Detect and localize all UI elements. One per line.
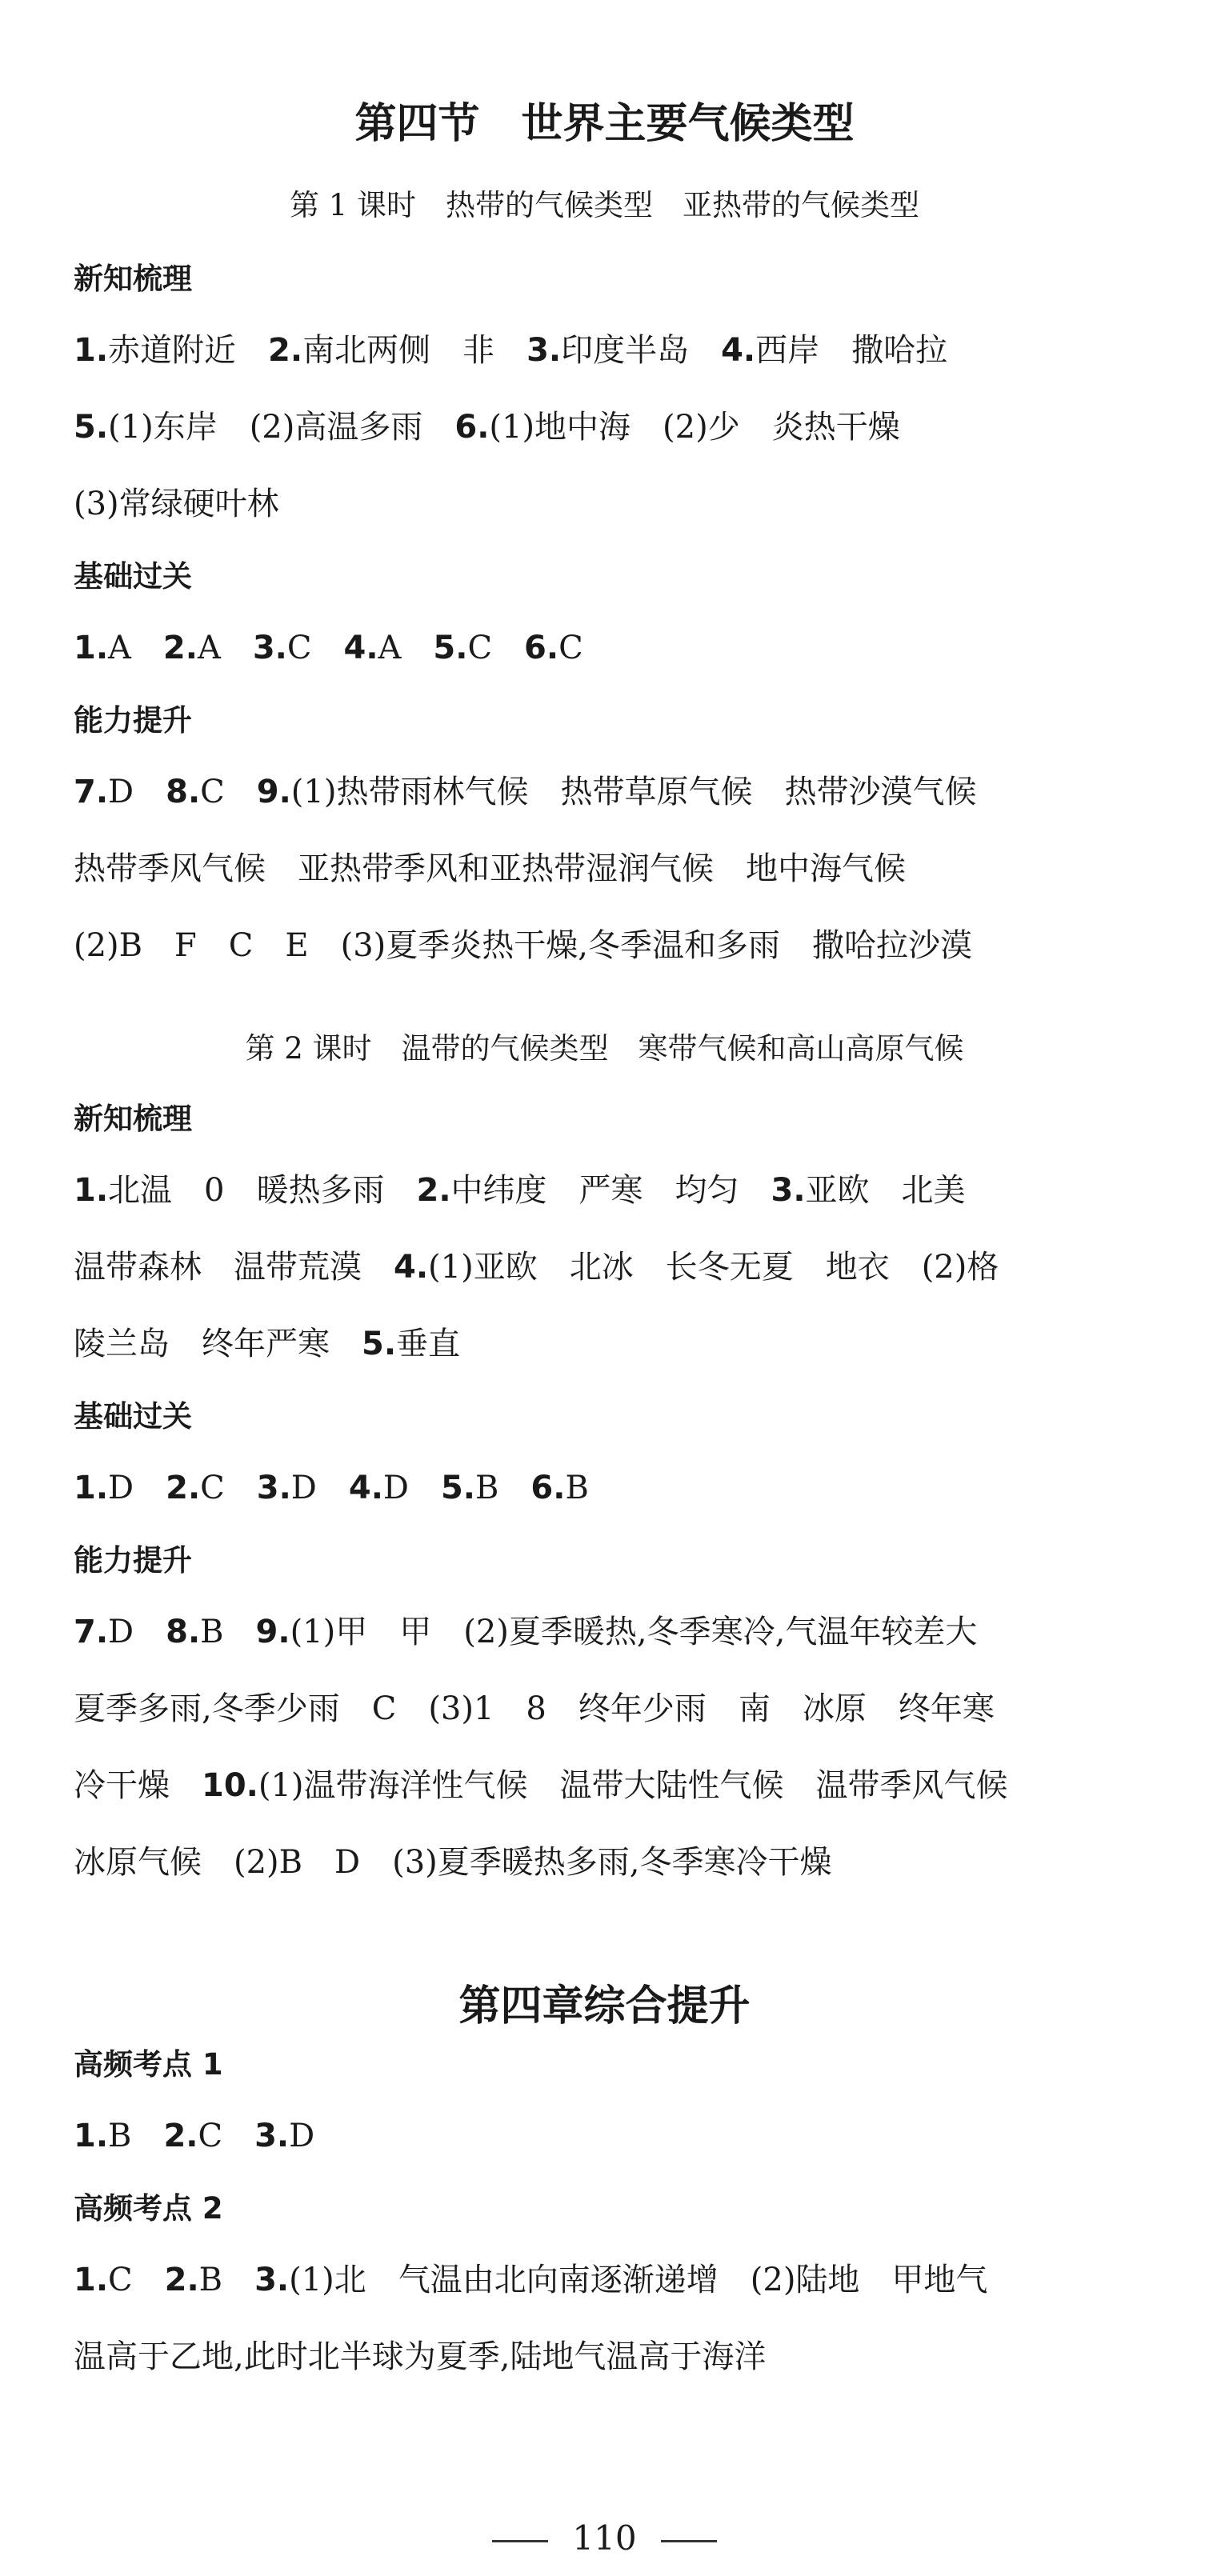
question-number: 8. (166, 1614, 201, 1650)
answer-text: B (198, 2262, 255, 2298)
block-heading: 高频考点 1 (74, 2047, 223, 2082)
question-number: 6. (524, 630, 559, 666)
answer-line (74, 1318, 460, 1364)
answer-text: D (108, 1614, 166, 1650)
answer-text: D (290, 1470, 349, 1506)
answer-line (74, 1683, 995, 1729)
question-number: 2. (268, 332, 303, 369)
answer-text: D (108, 774, 166, 810)
answer-text: 西岸 撒哈拉 (755, 332, 948, 369)
question-number: 2. (164, 2262, 199, 2298)
answer-text: C (198, 2118, 255, 2154)
question-number: 2. (162, 630, 198, 666)
block-heading: 能力提升 (74, 1543, 192, 1578)
question-number: 3. (252, 630, 287, 666)
chapter-review-title: 第四章综合提升 (458, 1982, 751, 2030)
question-number: 4. (721, 332, 756, 369)
answer-text: 陵兰岛 终年严寒 (74, 1326, 362, 1362)
answer-line (74, 1462, 589, 1508)
answer-text: B (200, 1614, 256, 1650)
question-number: 4. (348, 1470, 383, 1506)
answer-text: 印度半岛 (561, 332, 722, 369)
answer-text: B (475, 1470, 531, 1506)
question-number: 1. (74, 630, 109, 666)
answer-line (74, 1760, 1008, 1806)
answer-text: (1)热带雨林气候 热带草原气候 热带沙漠气候 (290, 774, 977, 810)
question-number: 4. (394, 1249, 429, 1286)
answer-line (74, 920, 972, 966)
question-number: 6. (530, 1470, 566, 1506)
dash-left (492, 2540, 548, 2542)
block-heading: 新知梳理 (74, 1102, 192, 1136)
block-heading: 能力提升 (74, 703, 192, 738)
question-number: 9. (255, 1614, 290, 1650)
answer-text: C (108, 2262, 165, 2298)
answer-text: 北温 0 暖热多雨 (108, 1172, 417, 1209)
answer-text: C (200, 1470, 257, 1506)
answer-text: 赤道附近 (108, 332, 269, 369)
answer-text: (1)亚欧 北冰 长冬无夏 地衣 (2)格 (428, 1249, 999, 1286)
question-number: 8. (166, 774, 201, 810)
answer-text: 温高于乙地,此时北半球为夏季,陆地气温高于海洋 (74, 2338, 767, 2375)
question-number: 7. (74, 1614, 109, 1650)
question-number: 4. (343, 630, 378, 666)
question-number: 2. (416, 1172, 451, 1209)
question-number: 1. (74, 2118, 109, 2154)
dash-right (661, 2540, 717, 2542)
question-number: 3. (771, 1172, 806, 1209)
answer-text: 冰原气候 (2)B D (3)夏季暖热多雨,冬季寒冷干燥 (74, 1844, 832, 1881)
answer-text: 冷干燥 (74, 1767, 202, 1804)
question-number: 3. (254, 2118, 290, 2154)
answer-text: 温带森林 温带荒漠 (74, 1249, 394, 1286)
answer-line (74, 843, 906, 889)
answer-line (74, 478, 279, 524)
page-number (0, 2518, 1209, 2558)
question-number: 10. (202, 1767, 258, 1804)
lesson-1-title: 第 1 课时 热带的气候类型 亚热带的气候类型 (289, 188, 920, 222)
answer-text: D (108, 1470, 166, 1506)
question-number: 7. (74, 774, 109, 810)
answer-line (74, 402, 900, 447)
question-number: 2. (163, 2118, 198, 2154)
lesson-2-title: 第 2 课时 温带的气候类型 寒带气候和高山高原气候 (245, 1031, 964, 1066)
answer-text: 垂直 (396, 1326, 461, 1362)
answer-text: 热带季风气候 亚热带季风和亚热带湿润气候 地中海气候 (74, 850, 906, 887)
page-number-text: 110 (572, 2518, 637, 2558)
answer-text: A (197, 630, 253, 666)
answer-text: C (558, 630, 583, 666)
answer-line (74, 1837, 832, 1882)
answer-text: (1)温带海洋性气候 温带大陆性气候 温带季风气候 (258, 1767, 1008, 1804)
answer-text: (3)常绿硬叶林 (74, 486, 279, 522)
question-number: 3. (256, 1470, 291, 1506)
answer-text: 亚欧 北美 (805, 1172, 966, 1209)
answer-text: (2)B F C E (3)夏季炎热干燥,冬季温和多雨 撒哈拉沙漠 (74, 927, 972, 964)
question-number: 5. (433, 630, 468, 666)
answer-text: D (382, 1470, 441, 1506)
answer-line (74, 1606, 977, 1652)
question-number: 1. (74, 332, 109, 369)
answer-text: C (200, 774, 257, 810)
answer-text: B (108, 2118, 164, 2154)
question-number: 5. (362, 1326, 397, 1362)
answer-text: (1)北 气温由北向南逐渐递增 (2)陆地 甲地气 (289, 2262, 988, 2298)
answer-text: A (378, 630, 434, 666)
question-number: 2. (166, 1470, 201, 1506)
answer-text: 夏季多雨,冬季少雨 C (3)1 8 终年少雨 南 冰原 终年寒 (74, 1690, 995, 1727)
question-number: 1. (74, 2262, 109, 2298)
answer-line (74, 2331, 766, 2377)
question-number: 5. (74, 409, 109, 446)
question-number: 3. (526, 332, 562, 369)
answer-text: D (289, 2118, 315, 2154)
answer-text: C (286, 630, 344, 666)
question-number: 9. (256, 774, 291, 810)
block-heading: 基础过关 (74, 1399, 192, 1434)
answer-line (74, 2254, 987, 2300)
answer-line (74, 325, 947, 370)
answer-text: (1)东岸 (2)高温多雨 (108, 409, 455, 446)
answer-text: A (108, 630, 163, 666)
block-heading: 新知梳理 (74, 262, 192, 296)
answer-text: B (565, 1470, 589, 1506)
answer-text: 中纬度 严寒 均匀 (450, 1172, 771, 1209)
answer-line (74, 1242, 999, 1287)
block-heading: 高频考点 2 (74, 2191, 223, 2226)
question-number: 6. (454, 409, 490, 446)
answer-text: 南北两侧 非 (302, 332, 527, 369)
answer-line (74, 2110, 314, 2156)
question-number: 1. (74, 1470, 109, 1506)
answer-line (74, 622, 583, 668)
block-heading: 基础过关 (74, 559, 192, 594)
answer-line (74, 1165, 966, 1210)
answer-text: (1)地中海 (2)少 炎热干燥 (489, 409, 900, 446)
section-title: 第四节 世界主要气候类型 (354, 100, 855, 148)
answer-text: C (467, 630, 525, 666)
question-number: 3. (254, 2262, 290, 2298)
question-number: 5. (440, 1470, 475, 1506)
answer-text: (1)甲 甲 (2)夏季暖热,冬季寒冷,气温年较差大 (290, 1614, 978, 1650)
answer-line (74, 766, 976, 812)
question-number: 1. (74, 1172, 109, 1209)
